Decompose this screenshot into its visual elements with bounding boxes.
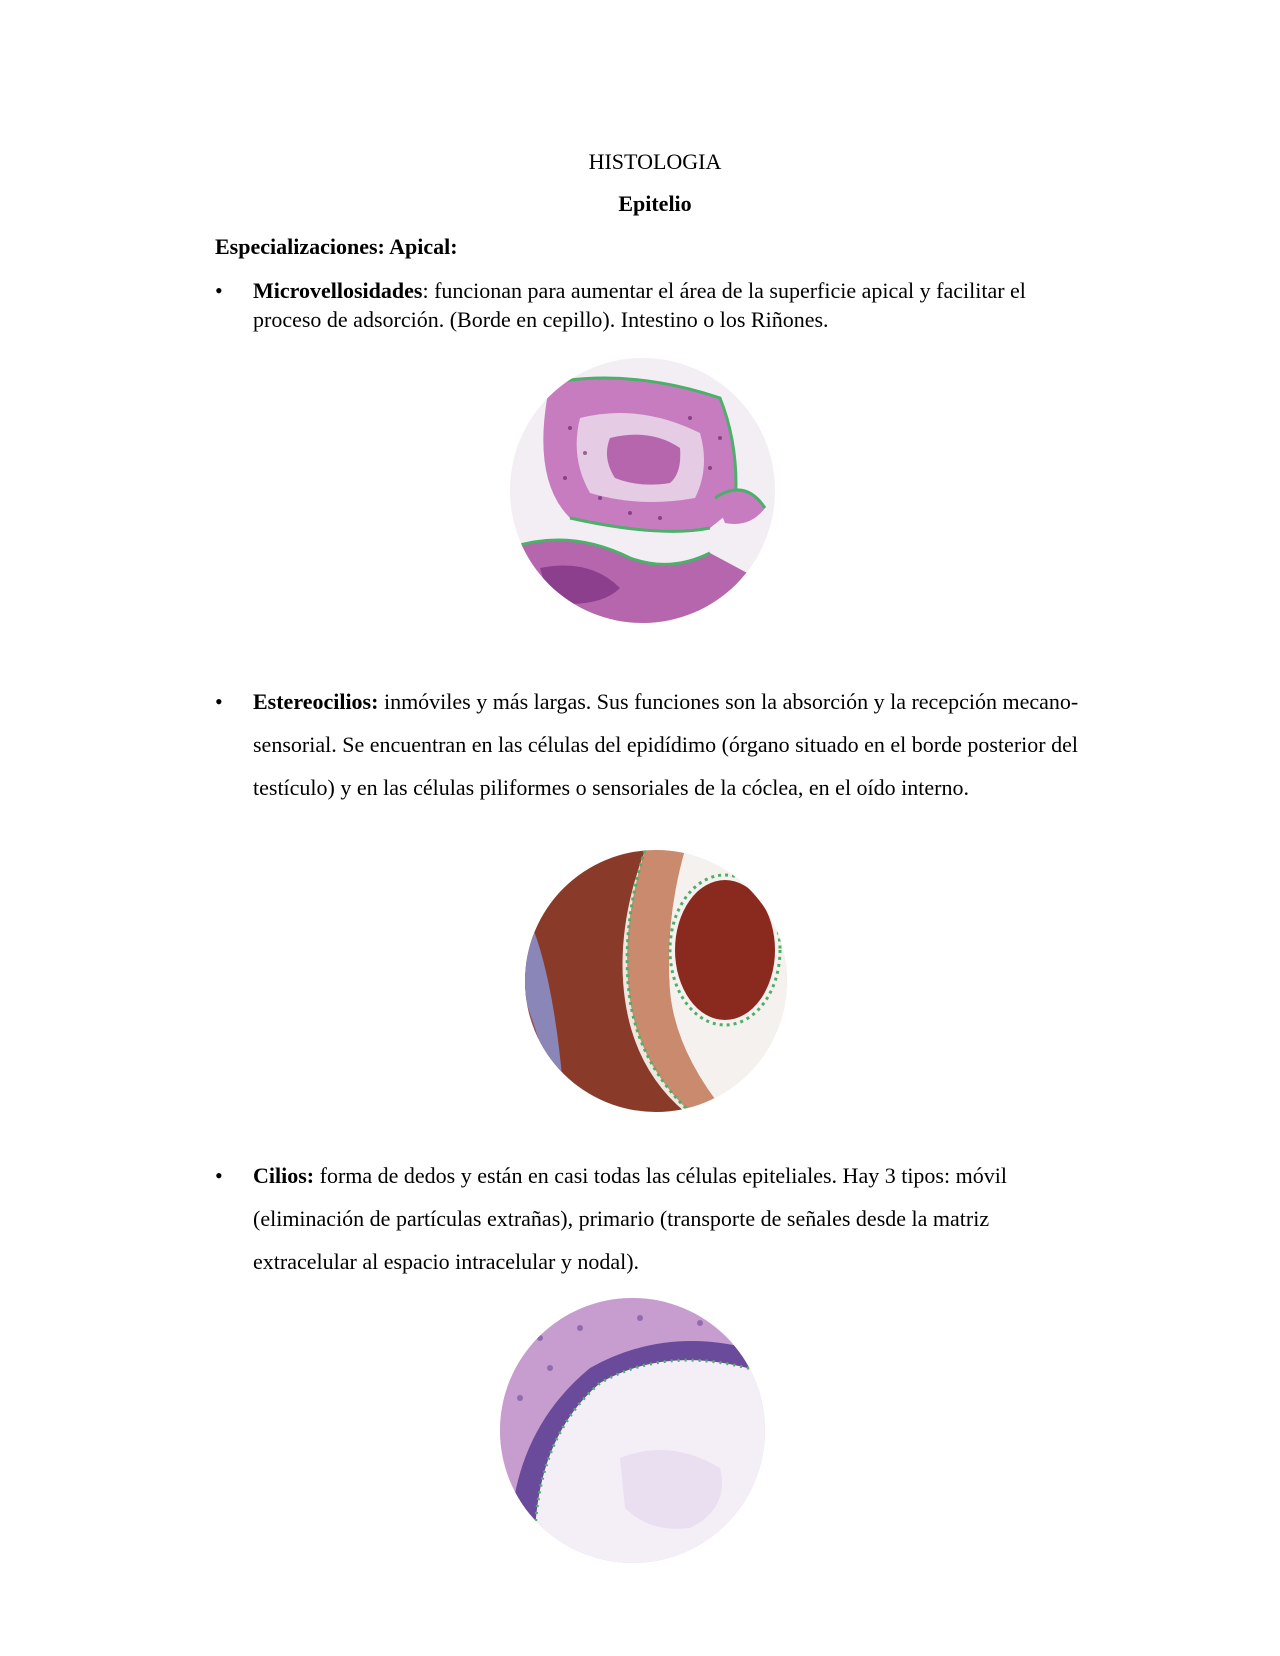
list-item-microvellosidades [215, 276, 1095, 334]
list-item-term: Microvellosidades [253, 278, 423, 303]
list-item-estereocilios [215, 680, 1095, 809]
document-title: HISTOLOGIA [588, 149, 722, 174]
microvilli-micrograph-icon [510, 358, 775, 623]
document-subtitle: Epitelio [618, 191, 692, 216]
list-item-text [253, 276, 1095, 334]
bullet-icon: • [215, 278, 223, 303]
list-item-description: : funcionan para aumentar el área de la superficie apical y facilitar el proceso de adsorción. (Borde en cepillo). Intestino o los Riñones. [253, 278, 1026, 332]
bullet-icon: • [215, 1163, 223, 1188]
bullet-icon: • [215, 689, 223, 714]
section-heading: Especializaciones: Apical: [215, 234, 458, 259]
list-item-term: Cilios: [253, 1163, 315, 1188]
stereocilia-micrograph-icon [525, 850, 787, 1112]
list-item-text [253, 1154, 1095, 1283]
list-item-term: Estereocilios: [253, 689, 379, 714]
cilia-micrograph-icon [500, 1298, 765, 1563]
list-item-text [253, 680, 1095, 809]
list-item-cilios [215, 1154, 1095, 1283]
list-item-description: forma de dedos y están en casi todas las células epiteliales. Hay 3 tipos: móvil (eliminación de partículas extrañas), primario (transporte de señales desde la matriz extracelular al espacio intracelular y nodal). [253, 1163, 1007, 1274]
list-item-description: inmóviles y más largas. Sus funciones son la absorción y la recepción mecano-sensorial. Se encuentran en las células del epidídimo (órgano situado en el borde posterior del testículo) y en las células piliformes o sensoriales de la cóclea, en el oído interno. [253, 689, 1079, 800]
